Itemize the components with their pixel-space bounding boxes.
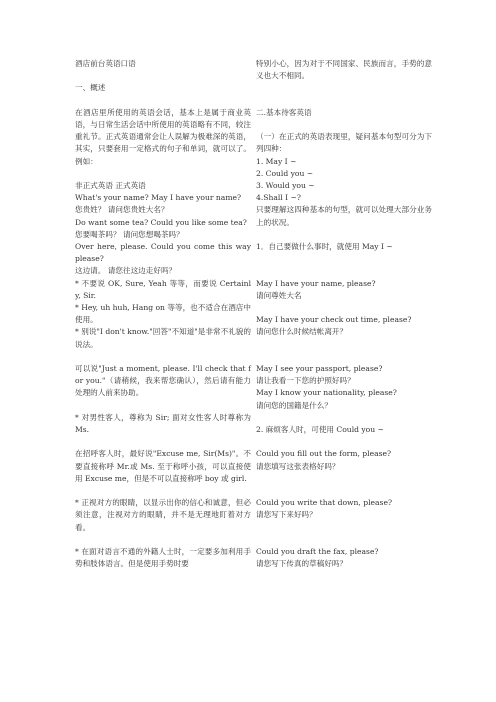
spacer-line — [75, 436, 251, 448]
text-paragraph: 请问尊姓大名 — [256, 290, 302, 300]
text-paragraph: 请您写下传真的草稿好吗？ — [256, 559, 348, 569]
spacer-line — [256, 229, 432, 241]
spacer-line — [256, 253, 432, 265]
text-paragraph: * 对男性客人，尊称为 Sir; 面对女性客人时尊称为 Ms. — [75, 412, 251, 435]
text-paragraph: Could you draft the fax, please? — [256, 546, 379, 556]
text-paragraph: 在招呼客人时，最好说"Excuse me, Sir(Ms)"。不要直接称呼 Mr.或 Ms. 至于称呼小孩，可以直接使用 Excuse me，但是不可以直接称呼 boy 或 girl. — [75, 449, 251, 483]
text-paragraph: 可以说"Just a moment, please. I'll check that for you."（请稍候，我来帮您确认），然后请有能力处理的人前来协助。 — [75, 364, 251, 398]
text-paragraph: Over here, please. Could you come this way please? — [75, 242, 251, 264]
text-paragraph: 您贵姓？ 请问您贵姓大名？ — [75, 205, 169, 215]
text-paragraph: 二.基本待客英语 — [256, 107, 312, 117]
text-paragraph: 3. Would you ~ — [256, 180, 315, 190]
text-paragraph: 在酒店里所使用的英语会话，基本上是属于商业英语，与日常生活会话中所使用的英语略有不同，较注重礼节。正式英语通常会让人误解为极难深的英语，其实，只要套用一定格式的句子和单词，就可以了。例如： — [75, 107, 251, 166]
text-paragraph: * 别说"I don't know."回答"不知道"是非常不礼貌的说法。 — [75, 327, 251, 349]
text-paragraph: 2. Could you ~ — [256, 168, 314, 178]
right-column — [256, 58, 432, 570]
text-paragraph: 一、概述 — [75, 83, 106, 93]
spacer-line — [75, 168, 251, 180]
spacer-line — [75, 534, 251, 546]
spacer-line — [256, 302, 432, 314]
text-paragraph: 请问您什么时候结帐离开？ — [256, 327, 348, 337]
text-paragraph: * 不要说 OK, Sure, Yeah 等等，而要说 Certainly, Sir. — [75, 278, 251, 300]
spacer-line — [256, 351, 432, 363]
text-paragraph: 特别小心，因为对于不同国家、民族而言，手势的意义也大不相同。 — [256, 59, 432, 81]
spacer-line — [256, 473, 432, 485]
text-paragraph: Could you fill out the form, please? — [256, 449, 392, 459]
text-paragraph: Could you write that down, please? — [256, 498, 393, 508]
spacer-line — [256, 119, 432, 131]
text-paragraph: 2. 麻烦客人时，可使用 Could you ~ — [256, 424, 384, 434]
text-paragraph: 1. May I ~ — [256, 156, 297, 166]
spacer-line — [256, 82, 432, 94]
text-paragraph: 您要喝茶吗？ 请问您想喝茶吗？ — [75, 229, 184, 239]
text-paragraph: * 在面对语言不通的外籍人士时，一定要多加利用手势和肢体语言。但是使用手势时要 — [75, 547, 251, 569]
text-paragraph: 请问您的国籍是什么？ — [256, 400, 332, 410]
text-paragraph: May I see your passport, please? — [256, 363, 383, 373]
text-paragraph: 请让我看一下您的护照好吗？ — [256, 376, 355, 386]
spacer-line — [75, 70, 251, 82]
text-paragraph: May I have your check out time, please? — [256, 315, 412, 325]
spacer-line — [256, 522, 432, 534]
text-paragraph: What's your name? May I have your name? — [75, 193, 242, 203]
text-paragraph: 请您写下来好吗？ — [256, 510, 317, 520]
spacer-line — [256, 265, 432, 277]
text-paragraph: * 正视对方的眼睛，以显示出你的信心和诚意，但必须注意，注视对方的眼睛，并不是无理地盯着对方看。 — [75, 498, 251, 532]
text-paragraph: * Hey, uh huh, Hang on 等等，也不适合在酒店中使用。 — [75, 303, 251, 325]
spacer-line — [256, 534, 432, 546]
spacer-line — [256, 412, 432, 424]
text-paragraph: May I know your nationality, please? — [256, 388, 397, 398]
spacer-line — [75, 351, 251, 363]
text-paragraph: 1．自己要做什么事时，就使用 May I ~ — [256, 241, 393, 251]
spacer-line — [75, 95, 251, 107]
left-column — [75, 58, 251, 570]
spacer-line — [256, 339, 432, 351]
text-paragraph: Do want some tea? Could you like some tea? — [75, 217, 247, 227]
text-paragraph: 请您填写这张表格好吗？ — [256, 461, 340, 471]
text-paragraph: 酒店前台英语口语 — [75, 59, 136, 68]
text-paragraph: 非正式英语 正式英语 — [75, 180, 146, 190]
spacer-line — [256, 436, 432, 448]
spacer-line — [75, 400, 251, 412]
text-paragraph: 这边请。 请您往这边走好吗？ — [75, 266, 177, 276]
spacer-line — [256, 95, 432, 107]
text-paragraph: 只要理解这四种基本的句型，就可以处理大部分业务上的状况。 — [256, 205, 432, 227]
text-paragraph: May I have your name, please? — [256, 278, 376, 288]
spacer-line — [256, 485, 432, 497]
spacer-line — [75, 485, 251, 497]
text-paragraph: 4.Shall I ~? — [256, 193, 301, 203]
text-paragraph: （一）在正式的英语表现里，疑问基本句型可分为下列四种： — [256, 132, 432, 154]
